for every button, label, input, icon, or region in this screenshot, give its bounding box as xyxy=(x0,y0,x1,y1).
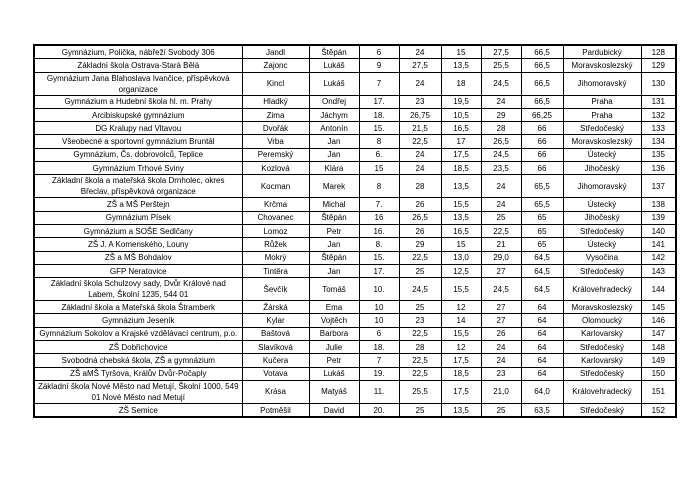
table-row xyxy=(34,45,676,59)
score-4-cell: 24,5 xyxy=(481,148,521,161)
score-1-cell: 15 xyxy=(359,162,399,175)
school-cell: Gymnázium a SOŠE Sedlčany xyxy=(34,224,242,237)
table-row xyxy=(34,264,676,277)
score-1-cell: 9 xyxy=(359,59,399,72)
region-cell: Karlovarský xyxy=(563,354,641,367)
score-2-cell: 26,75 xyxy=(399,108,441,121)
score-2-cell: 23 xyxy=(399,314,441,327)
total-cell: 65,5 xyxy=(521,198,563,211)
total-cell: 64 xyxy=(521,341,563,354)
surname-cell: Kylar xyxy=(242,314,309,327)
total-cell: 64 xyxy=(521,367,563,380)
score-2-cell: 22,5 xyxy=(399,327,441,340)
score-1-cell: 11. xyxy=(359,380,399,403)
score-1-cell: 19. xyxy=(359,367,399,380)
rank-cell: 137 xyxy=(641,175,676,198)
rank-cell: 139 xyxy=(641,211,676,224)
rank-cell: 133 xyxy=(641,122,676,135)
school-cell: Základní škola a mateřská škola Drnholec, okres Břeclav, příspěvková organizace xyxy=(34,175,242,198)
region-cell: Moravskoslezský xyxy=(563,135,641,148)
score-4-cell: 27 xyxy=(481,314,521,327)
school-cell: ZŠ a MŠ Perštejn xyxy=(34,198,242,211)
score-3-cell: 10,5 xyxy=(441,108,481,121)
score-4-cell: 29,0 xyxy=(481,251,521,264)
region-cell: Vysočina xyxy=(563,251,641,264)
score-1-cell: 20. xyxy=(359,403,399,417)
surname-cell: Krása xyxy=(242,380,309,403)
school-cell: Základní škola Ostrava-Stará Bělá xyxy=(34,59,242,72)
surname-cell: Kučera xyxy=(242,354,309,367)
school-cell: Gymnázium Trhové Sviny xyxy=(34,162,242,175)
first-name-cell: Marek xyxy=(309,175,359,198)
score-2-cell: 24 xyxy=(399,72,441,95)
score-2-cell: 21,5 xyxy=(399,122,441,135)
surname-cell: Tintěra xyxy=(242,264,309,277)
region-cell: Praha xyxy=(563,95,641,108)
score-2-cell: 24 xyxy=(399,148,441,161)
rank-cell: 140 xyxy=(641,224,676,237)
total-cell: 65 xyxy=(521,238,563,251)
score-2-cell: 28 xyxy=(399,175,441,198)
region-cell: Královehradecký xyxy=(563,380,641,403)
score-3-cell: 17,5 xyxy=(441,148,481,161)
rank-cell: 141 xyxy=(641,238,676,251)
first-name-cell: Barbora xyxy=(309,327,359,340)
total-cell: 63,5 xyxy=(521,403,563,417)
total-cell: 64 xyxy=(521,314,563,327)
table-row xyxy=(34,278,676,301)
total-cell: 64,0 xyxy=(521,380,563,403)
school-cell: Základní škola Schulzovy sady, Dvůr Králové nad Labem, Školní 1235, 544 01 xyxy=(34,278,242,301)
rank-cell: 146 xyxy=(641,314,676,327)
table-row xyxy=(34,198,676,211)
surname-cell: Zajonc xyxy=(242,59,309,72)
region-cell: Pardubický xyxy=(563,45,641,59)
surname-cell: Žárská xyxy=(242,301,309,314)
surname-cell: Dvořák xyxy=(242,122,309,135)
score-2-cell: 22,5 xyxy=(399,354,441,367)
school-cell: Gymnázium Sokolov a Krajské vzdělávací centrum, p.o. xyxy=(34,327,242,340)
score-2-cell: 22,5 xyxy=(399,251,441,264)
surname-cell: Jandl xyxy=(242,45,309,59)
results-table-body xyxy=(34,45,676,417)
total-cell: 64 xyxy=(521,354,563,367)
first-name-cell: Jan xyxy=(309,238,359,251)
score-4-cell: 24 xyxy=(481,95,521,108)
score-2-cell: 28 xyxy=(399,341,441,354)
region-cell: Moravskoslezský xyxy=(563,59,641,72)
rank-cell: 131 xyxy=(641,95,676,108)
school-cell: Všeobecné a sportovní gymnázium Bruntál xyxy=(34,135,242,148)
table-row xyxy=(34,95,676,108)
score-3-cell: 13,0 xyxy=(441,251,481,264)
score-1-cell: 18. xyxy=(359,341,399,354)
first-name-cell: Antonín xyxy=(309,122,359,135)
region-cell: Jihomoravský xyxy=(563,72,641,95)
region-cell: Ústecký xyxy=(563,238,641,251)
score-2-cell: 26 xyxy=(399,224,441,237)
school-cell: Svobodná chebská škola, ZŠ a gymnázium xyxy=(34,354,242,367)
surname-cell: Mokrý xyxy=(242,251,309,264)
first-name-cell: Klára xyxy=(309,162,359,175)
surname-cell: Baštová xyxy=(242,327,309,340)
school-cell: Základní škola Nové Město nad Metují, Školní 1000, 549 01 Nové Město nad Metují xyxy=(34,380,242,403)
score-4-cell: 25,5 xyxy=(481,59,521,72)
rank-cell: 130 xyxy=(641,72,676,95)
score-4-cell: 22,5 xyxy=(481,224,521,237)
school-cell: ZŠ a MŠ Bohdalov xyxy=(34,251,242,264)
surname-cell: Vrba xyxy=(242,135,309,148)
rank-cell: 134 xyxy=(641,135,676,148)
surname-cell: Kincl xyxy=(242,72,309,95)
school-cell: ZŠ aMŠ Tyršova, Králův Dvůr-Počaply xyxy=(34,367,242,380)
first-name-cell: Jáchym xyxy=(309,108,359,121)
score-3-cell: 15,5 xyxy=(441,278,481,301)
table-row xyxy=(34,59,676,72)
table-row xyxy=(34,135,676,148)
table-row xyxy=(34,148,676,161)
score-3-cell: 17,5 xyxy=(441,354,481,367)
school-cell: ZŠ Semice xyxy=(34,403,242,417)
total-cell: 64,5 xyxy=(521,251,563,264)
region-cell: Ústecký xyxy=(563,198,641,211)
table-row xyxy=(34,238,676,251)
first-name-cell: Petr xyxy=(309,354,359,367)
school-cell: ZŠ Dobřichovice xyxy=(34,341,242,354)
first-name-cell: Ondřej xyxy=(309,95,359,108)
score-4-cell: 24 xyxy=(481,198,521,211)
first-name-cell: Vojtěch xyxy=(309,314,359,327)
score-3-cell: 13,5 xyxy=(441,175,481,198)
table-row xyxy=(34,354,676,367)
school-cell: Gymnázium Písek xyxy=(34,211,242,224)
total-cell: 64,5 xyxy=(521,264,563,277)
total-cell: 66,5 xyxy=(521,72,563,95)
score-4-cell: 29 xyxy=(481,108,521,121)
score-2-cell: 26,5 xyxy=(399,211,441,224)
first-name-cell: Lukáš xyxy=(309,59,359,72)
surname-cell: Kozlová xyxy=(242,162,309,175)
region-cell: Moravskoslezský xyxy=(563,301,641,314)
score-1-cell: 7 xyxy=(359,354,399,367)
score-1-cell: 6. xyxy=(359,148,399,161)
score-2-cell: 24 xyxy=(399,45,441,59)
rank-cell: 149 xyxy=(641,354,676,367)
score-4-cell: 28 xyxy=(481,122,521,135)
first-name-cell: Michal xyxy=(309,198,359,211)
score-4-cell: 25 xyxy=(481,403,521,417)
table-row xyxy=(34,251,676,264)
score-3-cell: 12,5 xyxy=(441,264,481,277)
total-cell: 66 xyxy=(521,135,563,148)
table-row xyxy=(34,403,676,417)
score-4-cell: 23 xyxy=(481,367,521,380)
table-row xyxy=(34,162,676,175)
region-cell: Jihočeský xyxy=(563,162,641,175)
region-cell: Středočeský xyxy=(563,122,641,135)
score-3-cell: 13,5 xyxy=(441,211,481,224)
total-cell: 64,5 xyxy=(521,278,563,301)
score-2-cell: 26 xyxy=(399,198,441,211)
surname-cell: Potměšil xyxy=(242,403,309,417)
score-1-cell: 10. xyxy=(359,278,399,301)
region-cell: Olomoucký xyxy=(563,314,641,327)
total-cell: 64 xyxy=(521,327,563,340)
document-sheet xyxy=(33,44,677,418)
score-1-cell: 10 xyxy=(359,314,399,327)
region-cell: Středočeský xyxy=(563,341,641,354)
score-3-cell: 19,5 xyxy=(441,95,481,108)
table-row xyxy=(34,72,676,95)
first-name-cell: Lukáš xyxy=(309,367,359,380)
total-cell: 65 xyxy=(521,224,563,237)
first-name-cell: Jan xyxy=(309,148,359,161)
first-name-cell: Julie xyxy=(309,341,359,354)
score-3-cell: 14 xyxy=(441,314,481,327)
total-cell: 66 xyxy=(521,122,563,135)
score-3-cell: 16,5 xyxy=(441,122,481,135)
total-cell: 66 xyxy=(521,162,563,175)
total-cell: 65 xyxy=(521,211,563,224)
region-cell: Praha xyxy=(563,108,641,121)
table-row xyxy=(34,301,676,314)
school-cell: GFP Neratovice xyxy=(34,264,242,277)
rank-cell: 128 xyxy=(641,45,676,59)
score-4-cell: 24 xyxy=(481,341,521,354)
school-cell: Základní škola a Mateřská škola Štramberk xyxy=(34,301,242,314)
rank-cell: 152 xyxy=(641,403,676,417)
table-row xyxy=(34,211,676,224)
surname-cell: Kocman xyxy=(242,175,309,198)
surname-cell: Zima xyxy=(242,108,309,121)
region-cell: Karlovarský xyxy=(563,327,641,340)
table-row xyxy=(34,327,676,340)
rank-cell: 135 xyxy=(641,148,676,161)
results-table xyxy=(33,44,677,418)
rank-cell: 142 xyxy=(641,251,676,264)
first-name-cell: Matyáš xyxy=(309,380,359,403)
score-2-cell: 25 xyxy=(399,264,441,277)
score-2-cell: 27,5 xyxy=(399,59,441,72)
region-cell: Středočeský xyxy=(563,264,641,277)
score-4-cell: 24,5 xyxy=(481,72,521,95)
surname-cell: Růžek xyxy=(242,238,309,251)
table-row xyxy=(34,341,676,354)
total-cell: 66 xyxy=(521,148,563,161)
score-3-cell: 13,5 xyxy=(441,59,481,72)
score-4-cell: 24 xyxy=(481,175,521,198)
school-cell: DG Kralupy nad Vltavou xyxy=(34,122,242,135)
total-cell: 66,5 xyxy=(521,59,563,72)
school-cell: Gymnázium Jana Blahoslava Ivančice, příspěvková organizace xyxy=(34,72,242,95)
rank-cell: 144 xyxy=(641,278,676,301)
score-1-cell: 8 xyxy=(359,135,399,148)
rank-cell: 151 xyxy=(641,380,676,403)
rank-cell: 148 xyxy=(641,341,676,354)
score-1-cell: 8 xyxy=(359,175,399,198)
total-cell: 66,25 xyxy=(521,108,563,121)
score-4-cell: 27 xyxy=(481,264,521,277)
score-4-cell: 24 xyxy=(481,354,521,367)
table-row xyxy=(34,175,676,198)
score-1-cell: 17. xyxy=(359,264,399,277)
score-3-cell: 17 xyxy=(441,135,481,148)
score-1-cell: 6 xyxy=(359,327,399,340)
score-4-cell: 21 xyxy=(481,238,521,251)
table-row xyxy=(34,122,676,135)
table-row xyxy=(34,108,676,121)
score-4-cell: 26 xyxy=(481,327,521,340)
score-3-cell: 17,5 xyxy=(441,380,481,403)
school-cell: ZŠ J. A Komenského, Louny xyxy=(34,238,242,251)
score-1-cell: 15. xyxy=(359,122,399,135)
table-row xyxy=(34,224,676,237)
score-3-cell: 12 xyxy=(441,341,481,354)
region-cell: Středočeský xyxy=(563,224,641,237)
score-3-cell: 15 xyxy=(441,45,481,59)
first-name-cell: Štěpán xyxy=(309,45,359,59)
school-cell: Gymnázium, Polička, nábřeží Svobody 306 xyxy=(34,45,242,59)
first-name-cell: David xyxy=(309,403,359,417)
score-1-cell: 7. xyxy=(359,198,399,211)
score-2-cell: 23 xyxy=(399,95,441,108)
school-cell: Gymnázium, Čs. dobrovolců, Teplice xyxy=(34,148,242,161)
first-name-cell: Štěpán xyxy=(309,211,359,224)
score-3-cell: 18 xyxy=(441,72,481,95)
surname-cell: Slavíková xyxy=(242,341,309,354)
score-2-cell: 22,5 xyxy=(399,135,441,148)
score-3-cell: 13,5 xyxy=(441,403,481,417)
surname-cell: Lomoz xyxy=(242,224,309,237)
table-row xyxy=(34,367,676,380)
first-name-cell: Štěpán xyxy=(309,251,359,264)
region-cell: Jihočeský xyxy=(563,211,641,224)
score-4-cell: 21,0 xyxy=(481,380,521,403)
total-cell: 64 xyxy=(521,301,563,314)
score-1-cell: 10 xyxy=(359,301,399,314)
score-2-cell: 25 xyxy=(399,403,441,417)
score-3-cell: 18,5 xyxy=(441,162,481,175)
rank-cell: 138 xyxy=(641,198,676,211)
score-1-cell: 16 xyxy=(359,211,399,224)
score-2-cell: 29 xyxy=(399,238,441,251)
score-4-cell: 23,5 xyxy=(481,162,521,175)
score-1-cell: 7 xyxy=(359,72,399,95)
score-2-cell: 25 xyxy=(399,301,441,314)
score-2-cell: 25,5 xyxy=(399,380,441,403)
first-name-cell: Petr xyxy=(309,224,359,237)
school-cell: Gymnázium Jeseník xyxy=(34,314,242,327)
surname-cell: Chovanec xyxy=(242,211,309,224)
score-2-cell: 22,5 xyxy=(399,367,441,380)
rank-cell: 129 xyxy=(641,59,676,72)
surname-cell: Hladký xyxy=(242,95,309,108)
rank-cell: 150 xyxy=(641,367,676,380)
score-3-cell: 16,5 xyxy=(441,224,481,237)
region-cell: Královehradecký xyxy=(563,278,641,301)
score-3-cell: 12 xyxy=(441,301,481,314)
score-4-cell: 26,5 xyxy=(481,135,521,148)
score-1-cell: 18. xyxy=(359,108,399,121)
rank-cell: 136 xyxy=(641,162,676,175)
score-1-cell: 8. xyxy=(359,238,399,251)
first-name-cell: Ema xyxy=(309,301,359,314)
score-1-cell: 16. xyxy=(359,224,399,237)
rank-cell: 147 xyxy=(641,327,676,340)
total-cell: 66,5 xyxy=(521,95,563,108)
region-cell: Středočeský xyxy=(563,367,641,380)
first-name-cell: Jan xyxy=(309,135,359,148)
region-cell: Jihomoravský xyxy=(563,175,641,198)
score-1-cell: 17. xyxy=(359,95,399,108)
region-cell: Ústecký xyxy=(563,148,641,161)
surname-cell: Krčma xyxy=(242,198,309,211)
score-2-cell: 24,5 xyxy=(399,278,441,301)
score-3-cell: 18,5 xyxy=(441,367,481,380)
first-name-cell: Jan xyxy=(309,264,359,277)
rank-cell: 132 xyxy=(641,108,676,121)
score-4-cell: 27 xyxy=(481,301,521,314)
surname-cell: Peremský xyxy=(242,148,309,161)
score-3-cell: 15 xyxy=(441,238,481,251)
table-row xyxy=(34,380,676,403)
school-cell: Arcibiskupské gymnázium xyxy=(34,108,242,121)
region-cell: Středočeský xyxy=(563,403,641,417)
surname-cell: Ševčík xyxy=(242,278,309,301)
score-2-cell: 24 xyxy=(399,162,441,175)
score-3-cell: 15,5 xyxy=(441,198,481,211)
total-cell: 65,5 xyxy=(521,175,563,198)
score-1-cell: 6 xyxy=(359,45,399,59)
score-4-cell: 24,5 xyxy=(481,278,521,301)
score-3-cell: 15,5 xyxy=(441,327,481,340)
table-row xyxy=(34,314,676,327)
score-4-cell: 25 xyxy=(481,211,521,224)
first-name-cell: Lukáš xyxy=(309,72,359,95)
surname-cell: Votava xyxy=(242,367,309,380)
rank-cell: 145 xyxy=(641,301,676,314)
total-cell: 66,5 xyxy=(521,45,563,59)
first-name-cell: Tomáš xyxy=(309,278,359,301)
score-4-cell: 27,5 xyxy=(481,45,521,59)
school-cell: Gymnázium a Hudební škola hl. m. Prahy xyxy=(34,95,242,108)
rank-cell: 143 xyxy=(641,264,676,277)
score-1-cell: 15. xyxy=(359,251,399,264)
